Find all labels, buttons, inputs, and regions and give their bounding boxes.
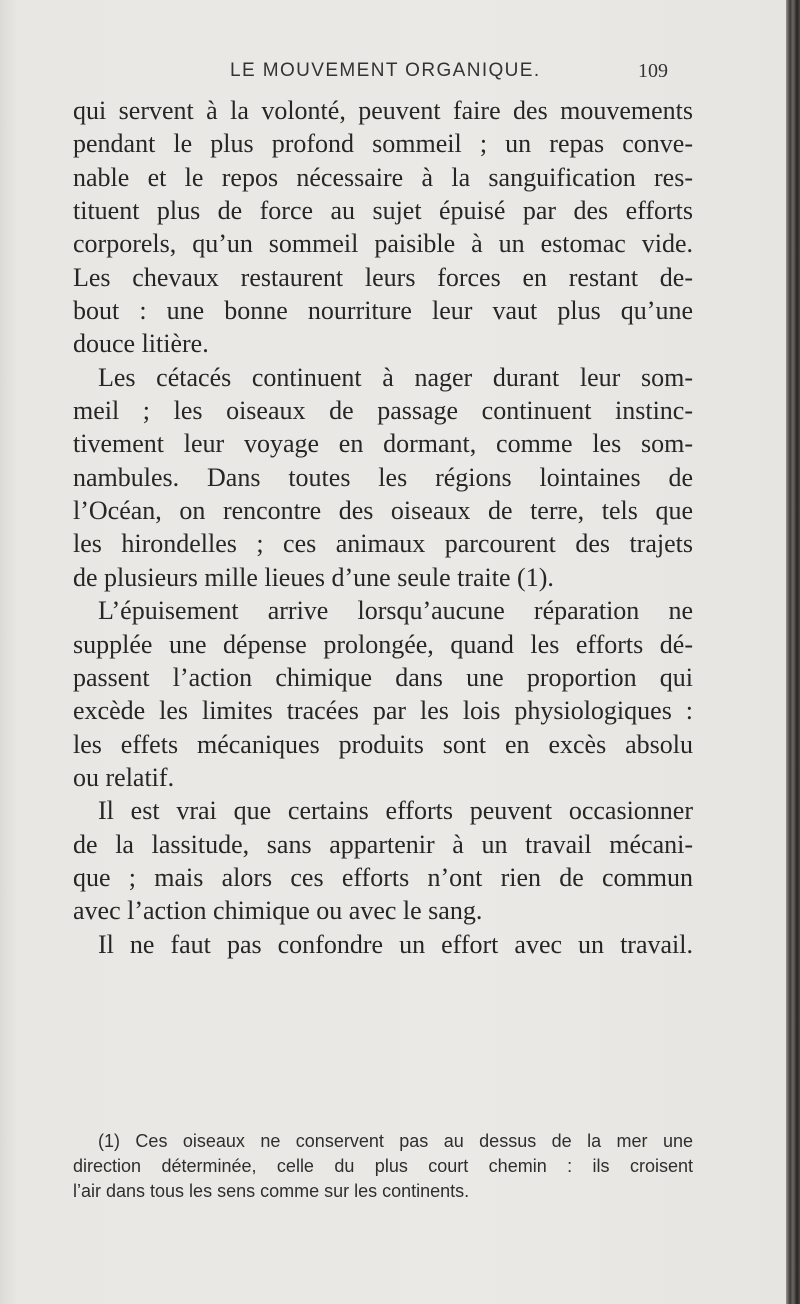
text-line: nable et le repos nécessaire à la sanguification res- xyxy=(73,162,693,192)
text-line: douce litière. xyxy=(73,329,209,359)
text-line: Les cétacés continuent à nager durant leur som- xyxy=(98,362,693,392)
text-line: Il est vrai que certains efforts peuvent occasionner xyxy=(98,796,693,826)
text-line: tituent plus de force au sujet épuisé par des efforts xyxy=(73,196,693,226)
text-line: passent l’action chimique dans une proportion qui xyxy=(73,662,693,692)
running-title: LE MOUVEMENT ORGANIQUE. xyxy=(230,60,541,81)
text-line: les hirondelles ; ces animaux parcourent des trajets xyxy=(73,529,693,559)
text-line: qui servent à la volonté, peuvent faire des mouvements xyxy=(73,96,693,125)
text-line: bout : une bonne nourriture leur vaut plus qu’une xyxy=(73,296,693,326)
body-text xyxy=(73,94,693,961)
text-line: nambules. Dans toutes les régions lointaines de xyxy=(73,462,693,492)
text-line: avec l’action chimique ou avec le sang. xyxy=(73,896,483,926)
running-head xyxy=(0,48,700,88)
text-line: que ; mais alors ces efforts n’ont rien de commun xyxy=(73,862,693,892)
text-line: ou relatif. xyxy=(73,762,175,792)
text-line: de plusieurs mille lieues d’une seule traite (1). xyxy=(73,562,554,592)
footnote xyxy=(73,1129,693,1204)
page-number: 109 xyxy=(638,60,668,82)
text-line: corporels, qu’un sommeil paisible à un estomac vide. xyxy=(73,229,693,259)
footnote-line: (1) Ces oiseaux ne conservent pas au dessus de la mer une xyxy=(98,1131,693,1151)
text-line: tivement leur voyage en dormant, comme les som- xyxy=(73,429,693,459)
text-line: pendant le plus profond sommeil ; un repas conve- xyxy=(73,129,693,159)
text-line: l’Océan, on rencontre des oiseaux de terre, tels que xyxy=(73,496,693,526)
text-line: Les chevaux restaurent leurs forces en restant de- xyxy=(73,262,693,292)
footnote-line: direction déterminée, celle du plus court chemin : ils croisent xyxy=(73,1156,693,1176)
text-line: L’épuisement arrive lorsqu’aucune réparation ne xyxy=(98,596,693,626)
book-binding-edge xyxy=(786,0,800,1304)
footnote-line: l’air dans tous les sens comme sur les continents. xyxy=(73,1181,470,1201)
text-line: les effets mécaniques produits sont en excès absolu xyxy=(73,729,693,759)
text-line: supplée une dépense prolongée, quand les efforts dé- xyxy=(73,629,693,659)
text-line: meil ; les oiseaux de passage continuent instinc- xyxy=(73,396,693,426)
text-line: Il ne faut pas confondre un effort avec un travail. xyxy=(98,929,693,959)
text-line: de la lassitude, sans appartenir à un travail mécani- xyxy=(73,829,693,859)
text-line: excède les limites tracées par les lois physiologiques : xyxy=(73,696,693,726)
